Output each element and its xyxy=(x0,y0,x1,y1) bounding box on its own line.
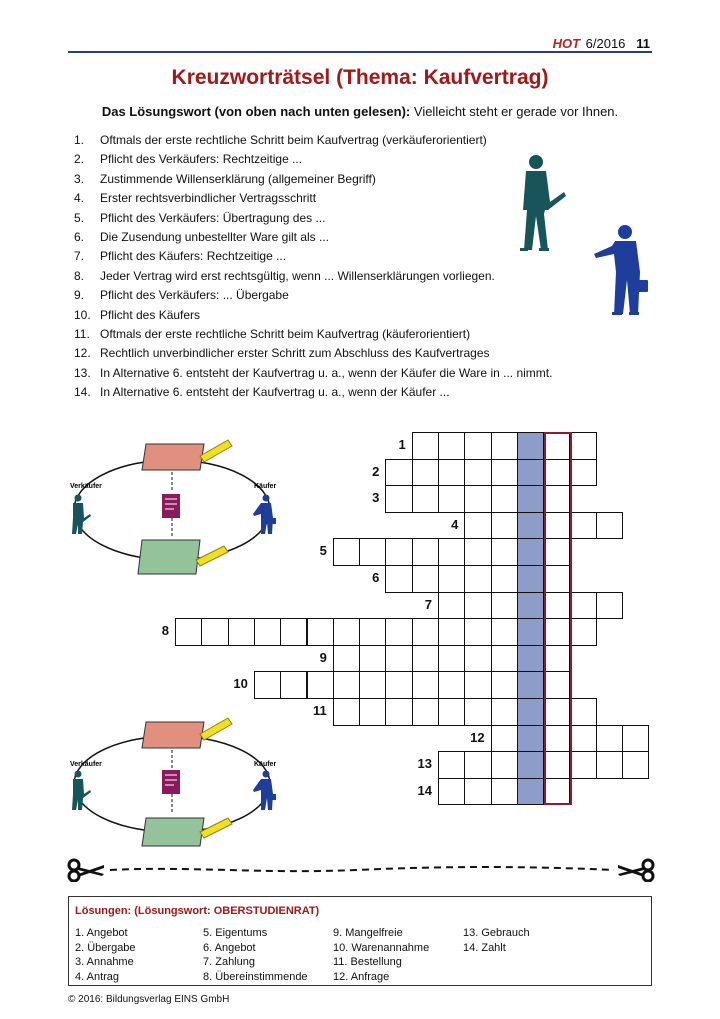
crossword-cell[interactable] xyxy=(333,671,360,699)
crossword-cell[interactable] xyxy=(228,618,255,646)
solution-entry: 12. Anfrage xyxy=(333,970,390,983)
clue-item xyxy=(74,189,552,208)
seller-label: Verkäufer xyxy=(70,483,102,490)
crossword-cell[interactable] xyxy=(333,538,360,566)
crossword-cell[interactable] xyxy=(412,459,439,487)
page-number: 11 xyxy=(636,36,650,51)
crossword-cell[interactable] xyxy=(464,671,491,699)
crossword-cell[interactable] xyxy=(412,485,439,513)
crossword-cell[interactable] xyxy=(543,432,570,460)
clue-number: 9. xyxy=(74,288,85,303)
clue-text: Jeder Vertrag wird erst rechtsgültig, wenn ... Willenserklärungen vorliegen. xyxy=(100,268,495,283)
crossword-cell[interactable] xyxy=(570,512,597,540)
crossword-cell[interactable] xyxy=(543,592,570,620)
solutions-title: Lösungen: (Lösungswort: OBERSTUDIENRAT) xyxy=(75,905,320,917)
solution-cell[interactable] xyxy=(517,512,544,540)
solution-entry: 14. Zahlt xyxy=(463,941,506,954)
solution-entry: 4. Antrag xyxy=(75,970,120,983)
crossword-cell[interactable] xyxy=(491,698,518,726)
subtitle-rest: Vielleicht steht er gerade vor Ihnen. xyxy=(410,104,619,119)
crossword-cell[interactable] xyxy=(307,618,334,646)
solution-cell[interactable] xyxy=(517,618,544,646)
crossword-cell[interactable] xyxy=(570,432,597,460)
crossword-cell[interactable] xyxy=(543,538,570,566)
crossword-cell[interactable] xyxy=(359,618,386,646)
document-icon xyxy=(162,770,180,794)
crossword-cell[interactable] xyxy=(464,778,491,806)
clue-item xyxy=(74,209,552,228)
crossword-cell[interactable] xyxy=(570,618,597,646)
clue-text: Oftmals der erste rechtliche Schritt beim Kaufvertrag (käuferorientiert) xyxy=(100,326,471,341)
row-number: 1 xyxy=(398,437,406,452)
crossword-cell[interactable] xyxy=(412,698,439,726)
solution-entry: 11. Bestellung xyxy=(333,956,402,968)
crossword-cell[interactable] xyxy=(438,459,465,487)
solution-entry: 5. Eigentums xyxy=(203,927,268,939)
crossword-cell[interactable] xyxy=(412,538,439,566)
clue-item xyxy=(74,325,552,344)
solution-cell[interactable] xyxy=(517,698,544,726)
crossword-cell[interactable] xyxy=(464,512,491,540)
clue-item xyxy=(74,344,552,363)
solution-entry: 6. Angebot xyxy=(203,941,256,954)
seller-figure-icon xyxy=(520,155,566,251)
clue-text: Oftmals der erste rechtliche Schritt beim Kaufvertrag (verkäuferorientiert) xyxy=(100,133,487,147)
crossword-cell[interactable] xyxy=(491,432,518,460)
crossword-cell[interactable] xyxy=(412,645,439,673)
clue-item xyxy=(74,286,552,305)
crossword-cell[interactable] xyxy=(438,751,465,779)
clue-text: Pflicht des Verkäufers: Übertragung des ... xyxy=(100,210,326,225)
crossword-cell[interactable] xyxy=(491,538,518,566)
clue-text: Pflicht des Käufers: Rechtzeitige ... xyxy=(100,249,287,264)
crossword-cell[interactable] xyxy=(596,512,623,540)
clue-number: 11. xyxy=(74,326,90,341)
crossword-cell[interactable] xyxy=(438,432,465,460)
clue-item xyxy=(74,267,552,286)
crossword-cell[interactable] xyxy=(359,698,386,726)
clue-item xyxy=(74,228,552,247)
solution-cell[interactable] xyxy=(517,538,544,566)
solution-entry: 7. Zahlung xyxy=(203,956,255,968)
crossword-cell[interactable] xyxy=(333,698,360,726)
buyer-label: Käufer xyxy=(254,483,277,490)
crossword-cell[interactable] xyxy=(596,725,623,753)
crossword-cell[interactable] xyxy=(464,432,491,460)
crossword-cell[interactable] xyxy=(543,512,570,540)
row-number: 9 xyxy=(319,649,327,665)
crossword-cell[interactable] xyxy=(412,671,439,699)
businessmen-illustration xyxy=(508,152,658,324)
row-number: 10 xyxy=(233,676,248,692)
row-number: 7 xyxy=(424,596,432,612)
crossword-cell[interactable] xyxy=(438,592,465,620)
row-number: 6 xyxy=(372,570,380,585)
crossword-cell[interactable] xyxy=(254,618,281,646)
solution-entry: 10. Warenannahme xyxy=(333,941,430,954)
solution-entry: 3. Annahme xyxy=(75,956,134,968)
crossword-cell[interactable] xyxy=(464,698,491,726)
crossword-cell[interactable] xyxy=(570,698,597,726)
solution-cell[interactable] xyxy=(517,432,544,460)
crossword-cell[interactable] xyxy=(622,751,649,779)
subtitle-bold: Das Lösungswort (von oben nach unten gelesen): xyxy=(101,104,411,119)
clue-number: 3. xyxy=(74,171,85,186)
crossword-cell[interactable] xyxy=(491,645,518,673)
crossword-cell[interactable] xyxy=(543,618,570,646)
crossword-cell[interactable] xyxy=(570,751,597,779)
clue-text: Rechtlich unverbindlicher erster Schritt zum Abschluss des Kaufvertrages xyxy=(100,346,490,361)
crossword-cell[interactable] xyxy=(254,671,281,699)
crossword-cell[interactable] xyxy=(543,698,570,726)
clue-text: Pflicht des Verkäufers: ... Übergabe xyxy=(100,288,289,303)
crossword-cell[interactable] xyxy=(543,485,570,513)
crossword-cell[interactable] xyxy=(491,778,518,806)
crossword-cell[interactable] xyxy=(491,618,518,646)
issue-number: 6/2016 xyxy=(585,36,626,51)
clue-number: 1. xyxy=(74,133,85,147)
crossword-cell[interactable] xyxy=(333,645,360,673)
scissors-left-icon xyxy=(69,860,104,881)
solution-cell[interactable] xyxy=(517,645,544,673)
solution-cell[interactable] xyxy=(517,778,544,806)
crossword-cell[interactable] xyxy=(438,538,465,566)
clue-text: Zustimmende Willenserklärung (allgemeiner Begriff) xyxy=(100,171,376,186)
clue-number: 10. xyxy=(74,307,91,322)
scissors-right-icon xyxy=(618,860,653,881)
crossword-cell[interactable] xyxy=(438,485,465,513)
clue-number: 8. xyxy=(74,268,85,283)
crossword-cell[interactable] xyxy=(491,459,518,487)
clue-text: In Alternative 6. entsteht der Kaufvertrag u. a., wenn der Käufer ... xyxy=(100,385,450,400)
solution-cell[interactable] xyxy=(517,459,544,487)
crossword-cell[interactable] xyxy=(491,512,518,540)
clue-number: 13. xyxy=(74,365,91,380)
crossword-cell[interactable] xyxy=(464,751,491,779)
crossword-cell[interactable] xyxy=(280,671,307,699)
solution-entry: 2. Übergabe xyxy=(75,941,136,954)
crossword-cell[interactable] xyxy=(385,565,412,593)
solution-cell[interactable] xyxy=(517,725,544,753)
magazine-logo: HOT xyxy=(552,36,581,51)
crossword-cell[interactable] xyxy=(464,592,491,620)
row-number: 14 xyxy=(417,782,432,798)
buyer-label: Käufer xyxy=(254,761,277,768)
solution-cell[interactable] xyxy=(517,751,544,779)
crossword-cell[interactable] xyxy=(491,671,518,699)
document-icon xyxy=(162,494,180,518)
crossword-cell[interactable] xyxy=(543,645,570,673)
crossword-cell[interactable] xyxy=(333,618,360,646)
crossword-cell[interactable] xyxy=(464,565,491,593)
crossword-cell[interactable] xyxy=(464,538,491,566)
crossword-cell[interactable] xyxy=(543,778,570,806)
crossword-cell[interactable] xyxy=(438,618,465,646)
solutions-col-3 xyxy=(333,926,429,984)
clue-item xyxy=(74,383,552,402)
solution-cell[interactable] xyxy=(517,592,544,620)
crossword-cell[interactable] xyxy=(385,538,412,566)
crossword-cell[interactable] xyxy=(464,645,491,673)
solutions-col-2 xyxy=(203,926,308,984)
clue-list xyxy=(74,131,552,402)
crossword-cell[interactable] xyxy=(385,459,412,487)
crossword-cell[interactable] xyxy=(596,592,623,620)
solution-cell[interactable] xyxy=(517,565,544,593)
crossword-cell[interactable] xyxy=(543,671,570,699)
clue-item xyxy=(74,364,552,383)
row-number: 5 xyxy=(319,543,327,559)
crossword-cell[interactable] xyxy=(570,592,597,620)
crossword-cell[interactable] xyxy=(543,565,570,593)
page-title: Kreuzworträtsel (Thema: Kaufvertrag) xyxy=(171,66,549,89)
crossword-cell[interactable] xyxy=(359,671,386,699)
clue-text: In Alternative 6. entsteht der Kaufvertrag u. a., wenn der Käufer die Ware in ... nimmt. xyxy=(100,365,553,380)
crossword-cell[interactable] xyxy=(412,618,439,646)
seller-label: Verkäufer xyxy=(70,761,102,768)
buyer-figure-icon xyxy=(594,225,648,315)
clue-text: Die Zusendung unbestellter Ware gilt als ... xyxy=(100,229,330,244)
crossword-cell[interactable] xyxy=(385,618,412,646)
row-number: 11 xyxy=(313,703,327,718)
copyright-footer: © 2016: Bildungsverlag EINS GmbH xyxy=(68,994,230,1005)
clue-number: 4. xyxy=(74,191,85,206)
solution-cell[interactable] xyxy=(517,671,544,699)
crossword-cell[interactable] xyxy=(385,698,412,726)
clue-item xyxy=(74,247,552,266)
crossword-cell[interactable] xyxy=(570,725,597,753)
solutions-col-4 xyxy=(463,926,530,955)
crossword-cell[interactable] xyxy=(543,725,570,753)
clue-number: 5. xyxy=(74,210,85,225)
clue-item xyxy=(74,170,552,189)
crossword-cell[interactable] xyxy=(491,751,518,779)
clue-text: Erster rechtsverbindlicher Vertragsschritt xyxy=(100,191,317,206)
buyer-small-icon xyxy=(253,771,276,811)
crossword-cell[interactable] xyxy=(491,565,518,593)
clue-item xyxy=(74,306,552,325)
solutions-col-1 xyxy=(75,926,136,984)
row-number: 13 xyxy=(417,756,432,772)
buyer-small-icon xyxy=(253,495,276,535)
crossword-cell[interactable] xyxy=(280,618,307,646)
row-number: 12 xyxy=(470,729,485,745)
row-number: 4 xyxy=(451,516,459,532)
crossword-cell[interactable] xyxy=(438,645,465,673)
clue-number: 2. xyxy=(74,152,85,167)
crossword-cell[interactable] xyxy=(385,485,412,513)
crossword-cell[interactable] xyxy=(464,485,491,513)
crossword-cell[interactable] xyxy=(438,698,465,726)
crossword-cell[interactable] xyxy=(543,459,570,487)
page-header xyxy=(553,36,650,51)
crossword-cell[interactable] xyxy=(385,645,412,673)
solutions-box xyxy=(68,896,652,986)
crossword-cell[interactable] xyxy=(622,725,649,753)
crossword-cell[interactable] xyxy=(464,618,491,646)
crossword-cell[interactable] xyxy=(491,592,518,620)
solution-entry: 13. Gebrauch xyxy=(463,927,530,939)
solution-entry: 9. Mangelfreie xyxy=(333,927,403,939)
clue-number: 14. xyxy=(74,385,91,400)
row-number: 2 xyxy=(372,463,380,479)
clue-item xyxy=(74,150,552,169)
crossword-cell[interactable] xyxy=(385,671,412,699)
row-number: 3 xyxy=(372,490,380,506)
crossword-cell[interactable] xyxy=(412,432,439,460)
clue-text: Pflicht des Verkäufers: Rechtzeitige ... xyxy=(100,152,303,167)
contract-cycle-diagram-top xyxy=(66,436,292,582)
crossword-cell[interactable] xyxy=(491,725,518,753)
crossword-cell[interactable] xyxy=(307,671,334,699)
clue-number: 12. xyxy=(74,346,91,361)
crossword-cell[interactable] xyxy=(412,565,439,593)
crossword-cell[interactable] xyxy=(438,671,465,699)
crossword-cell[interactable] xyxy=(570,459,597,487)
solution-entry: 8. Übereinstimmende xyxy=(203,970,308,983)
crossword-cell[interactable] xyxy=(359,538,386,566)
crossword-cell[interactable] xyxy=(464,459,491,487)
crossword-cell[interactable] xyxy=(359,645,386,673)
crossword-cell[interactable] xyxy=(175,618,202,646)
clue-item xyxy=(74,131,552,150)
cut-line xyxy=(66,858,656,882)
clue-number: 7. xyxy=(74,249,85,264)
solution-entry: 1. Angebot xyxy=(75,927,128,939)
crossword-cell[interactable] xyxy=(491,485,518,513)
row-number: 8 xyxy=(161,623,169,639)
crossword-cell[interactable] xyxy=(438,565,465,593)
subtitle xyxy=(0,104,720,119)
seller-small-icon xyxy=(72,495,91,535)
crossword-cell[interactable] xyxy=(543,751,570,779)
crossword-cell[interactable] xyxy=(596,751,623,779)
crossword-cell[interactable] xyxy=(201,618,228,646)
clue-number: 6. xyxy=(74,229,85,244)
contract-cycle-diagram-bottom xyxy=(66,714,292,860)
clue-text: Pflicht des Käufers xyxy=(100,307,201,322)
solution-cell[interactable] xyxy=(517,485,544,513)
header-divider xyxy=(68,51,652,53)
crossword-cell[interactable] xyxy=(438,778,465,806)
